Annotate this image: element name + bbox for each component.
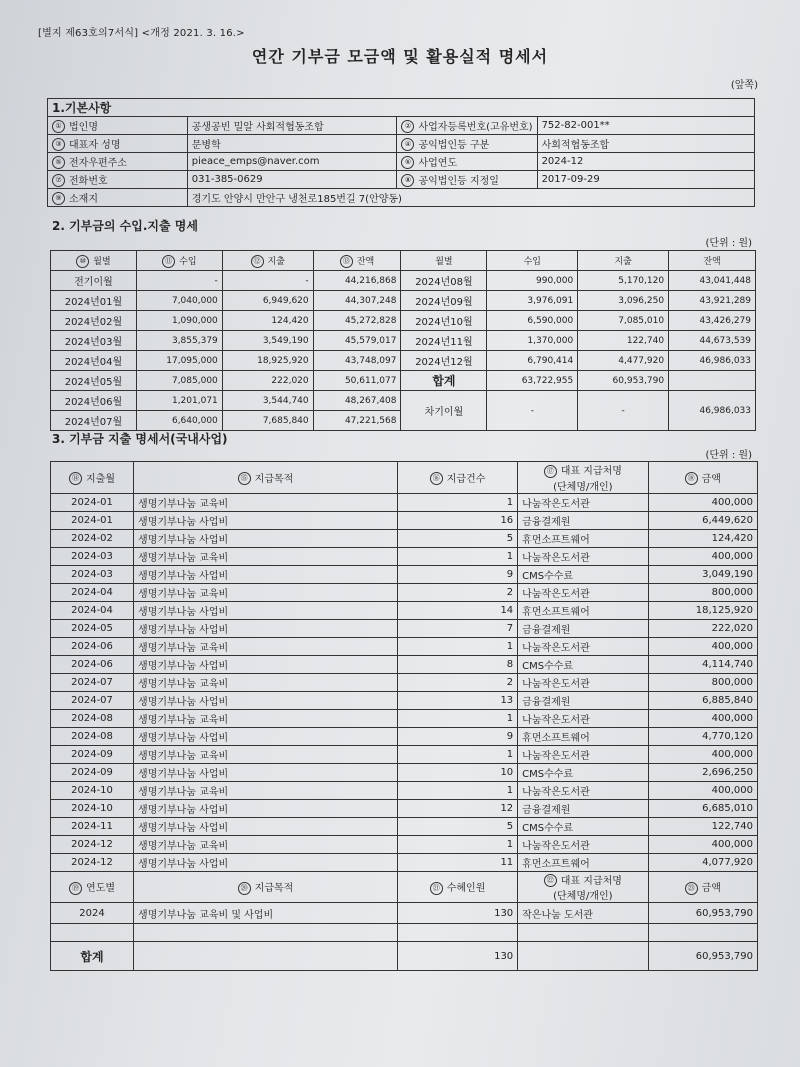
field-label: ① 법인명 [48, 117, 188, 135]
section-2-unit: (단위 : 원) [705, 238, 752, 249]
expense-row: 2024-11 생명기부나눔 사업비 5 CMS수수료 122,740 [51, 817, 758, 835]
income-row: 2024년03월 3,855,379 3,549,190 45,579,017 2024년11월 1,370,000 122,740 44,673,539 [51, 331, 756, 351]
income-row: 2024년02월 1,090,000 124,420 45,272,828 2024년10월 6,590,000 7,085,010 43,426,279 [51, 311, 756, 331]
field-value: 사회적협동조합 [537, 135, 754, 153]
expense-row: 2024-10 생명기부나눔 사업비 12 금융결제원 6,685,010 [51, 799, 758, 817]
field-label: ⑧ 공익법인등 지정일 [397, 171, 537, 189]
income-row: 2024년07월 6,640,000 7,685,840 47,221,568 [51, 411, 756, 431]
expense-row: 2024-12 생명기부나눔 교육비 1 나눔작은도서관 400,000 [51, 835, 758, 853]
form-number: [별지 제63호의7서식] <개정 2021. 3. 16.> [38, 28, 245, 39]
section-2-heading: 2. 기부금의 수입.지출 명세 [52, 219, 198, 233]
expense-row: 2024-02 생명기부나눔 사업비 5 휴먼소프트웨어 124,420 [51, 529, 758, 547]
total-row: 합계 130 60,953,790 [51, 942, 758, 971]
basic-info-table [47, 98, 755, 207]
basic-info-row [48, 153, 755, 171]
income-expense-table [50, 250, 756, 431]
address-label: ⑨ 소재지 [48, 189, 188, 207]
expense-row: 2024-07 생명기부나눔 교육비 2 나눔작은도서관 800,000 [51, 673, 758, 691]
income-header-row: ⑩ 월별 ⑪ 수입 ⑫ 지출 ⑬ 잔액 월별 수입 지출 잔액 [51, 251, 756, 271]
field-label: ④ 공익법인등 구분 [397, 135, 537, 153]
expense-row: 2024-03 생명기부나눔 교육비 1 나눔작은도서관 400,000 [51, 547, 758, 565]
section-1-heading: 1.기본사항 [48, 99, 755, 117]
annual-blank-row [51, 924, 758, 942]
basic-info-row [48, 171, 755, 189]
expense-row: 2024-03 생명기부나눔 사업비 9 CMS수수료 3,049,190 [51, 565, 758, 583]
expense-row: 2024-09 생명기부나눔 사업비 10 CMS수수료 2,696,250 [51, 763, 758, 781]
field-value: 공생공빈 밀알 사회적협동조합 [187, 117, 397, 135]
expense-row: 2024-07 생명기부나눔 사업비 13 금융결제원 6,885,840 [51, 691, 758, 709]
field-label: ③ 대표자 성명 [48, 135, 188, 153]
section-3-unit: (단위 : 원) [705, 450, 752, 461]
income-row: 2024년06월 1,201,071 3,544,740 48,267,408 차기이월 - - 46,986,033 [51, 391, 756, 411]
field-value: 문병학 [187, 135, 397, 153]
expense-row: 2024-04 생명기부나눔 교육비 2 나눔작은도서관 800,000 [51, 583, 758, 601]
income-row: 2024년04월 17,095,000 18,925,920 43,748,097 2024년12월 6,790,414 4,477,920 46,986,033 [51, 351, 756, 371]
expense-row: 2024-05 생명기부나눔 사업비 7 금융결제원 222,020 [51, 619, 758, 637]
income-row: 전기이월 - - 44,216,868 2024년08월 990,000 5,170,120 43,041,448 [51, 271, 756, 291]
address-value: 경기도 안양시 만안구 냉천로185번길 7(안양동) [187, 189, 754, 207]
field-label: ② 사업자등록번호(고유번호) [397, 117, 537, 135]
annual-row: 2024 생명기부나눔 교육비 및 사업비 130 작은나눔 도서관 60,953,790 [51, 903, 758, 924]
field-value: 2017-09-29 [537, 171, 754, 189]
field-label: ⑥ 사업연도 [397, 153, 537, 171]
field-value: 752-82-001** [537, 117, 754, 135]
expense-row: 2024-01 생명기부나눔 사업비 16 금융결제원 6,449,620 [51, 511, 758, 529]
basic-info-row [48, 117, 755, 135]
expense-row: 2024-12 생명기부나눔 사업비 11 휴먼소프트웨어 4,077,920 [51, 853, 758, 871]
expense-row: 2024-10 생명기부나눔 교육비 1 나눔작은도서관 400,000 [51, 781, 758, 799]
field-value: pieace_emps@naver.com [187, 153, 397, 171]
expense-detail-table [50, 461, 758, 971]
page-title: 연간 기부금 모금액 및 활용실적 명세서 [251, 47, 549, 66]
field-value: 2024-12 [537, 153, 754, 171]
detail-header-row: ⑭ 지출월 ⑮ 지급목적 ⑯ 지급건수 ⑰ 대표 지급처명 (단체명/개인) ⑱ 금액 [51, 462, 758, 494]
annual-header-row: ⑲ 연도별 ⑳ 지급목적 ㉑ 수혜인원 ㉒ 대표 지급처명 (단체명/개인) ㉓ 금액 [51, 871, 758, 903]
income-row: 2024년05월 7,085,000 222,020 50,611,077 합계 63,722,955 60,953,790 [51, 371, 756, 391]
expense-row: 2024-04 생명기부나눔 사업비 14 휴먼소프트웨어 18,125,920 [51, 601, 758, 619]
income-row: 2024년01월 7,040,000 6,949,620 44,307,248 2024년09월 3,976,091 3,096,250 43,921,289 [51, 291, 756, 311]
expense-row: 2024-06 생명기부나눔 교육비 1 나눔작은도서관 400,000 [51, 637, 758, 655]
page-side-label: (앞쪽) [730, 80, 758, 91]
expense-row: 2024-08 생명기부나눔 사업비 9 휴먼소프트웨어 4,770,120 [51, 727, 758, 745]
field-label: ⑤ 전자우편주소 [48, 153, 188, 171]
expense-row: 2024-01 생명기부나눔 교육비 1 나눔작은도서관 400,000 [51, 493, 758, 511]
expense-row: 2024-09 생명기부나눔 교육비 1 나눔작은도서관 400,000 [51, 745, 758, 763]
basic-info-row [48, 135, 755, 153]
field-label: ⑦ 전화번호 [48, 171, 188, 189]
field-value: 031-385-0629 [187, 171, 397, 189]
expense-row: 2024-06 생명기부나눔 사업비 8 CMS수수료 4,114,740 [51, 655, 758, 673]
expense-row: 2024-08 생명기부나눔 교육비 1 나눔작은도서관 400,000 [51, 709, 758, 727]
section-3-heading: 3. 기부금 지출 명세서(국내사업) [52, 432, 228, 446]
